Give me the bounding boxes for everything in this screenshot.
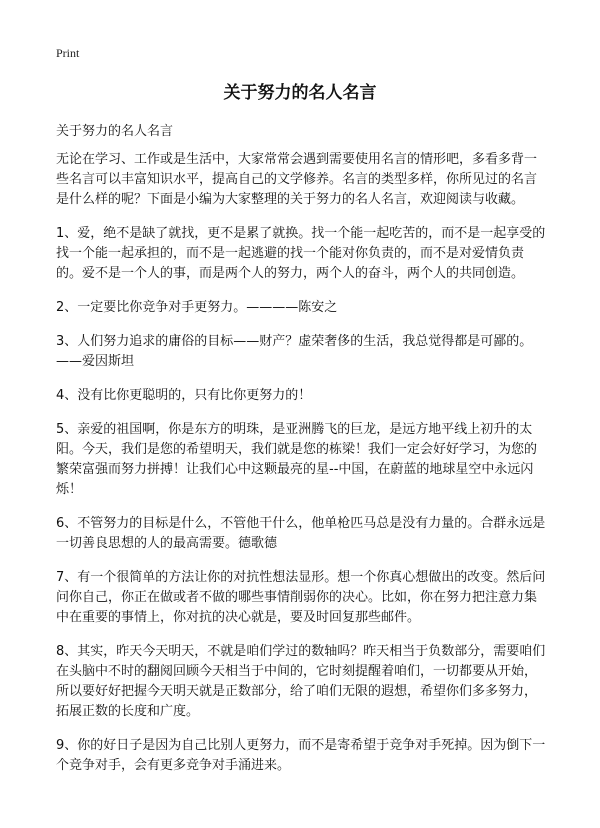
page-title: 关于努力的名人名言 (223, 83, 377, 103)
quote-5: 5、亲爱的祖国啊，你是东方的明珠，是亚洲腾飞的巨龙，是远方地平线上初升的太阳。今天，我们是您的希望明天，我们就是您的栋梁！我们一定会好好学习，为您的繁荣富强而努力拼搏！让我们心中这颗最亮的星--中国，在蔚蓝的地球星空中永远闪烁！ (56, 422, 538, 497)
quote-7: 7、有一个很简单的方法让你的对抗性想法显形。想一个你真心想做出的改变。然后问问你自己，你正在做或者不做的哪些事情削弱你的决心。比如，你在努力把注意力集中在重要的事情上，你对抗的决心就是，要及时回复那些邮件。 (56, 570, 546, 625)
quote-3: 3、人们努力追求的庸俗的目标——财产？虚荣奢侈的生活，我总觉得都是可鄙的。——爱因斯坦 (56, 334, 533, 369)
print-link[interactable]: Print (56, 46, 80, 60)
quote-8: 8、其实，昨天今天明天，不就是咱们学过的数轴吗？昨天相当于负数部分，需要咱们在头脑中不时的翻阅回顾今天相当于中间的，它时刻提醒着咱们，一切都要从开始，所以要好好把握今天明天就是正数部分，给了咱们无限的遐想，希望你们多多努力，拓展正数的长度和广度。 (56, 644, 546, 719)
quote-4: 4、没有比你更聪明的，只有比你更努力的！ (56, 388, 312, 403)
quote-1: 1、爱，绝不是缺了就找，更不是累了就换。找一个能一起吃苦的，而不是一起享受的找一个能一起承担的，而不是一起逃避的找一个能对你负责的，而不是对爱情负责的。爱不是一个人的事，而是两个人的努力，两个人的奋斗，两个人的共同创造。 (56, 226, 546, 281)
quote-9: 9、你的好日子是因为自己比别人更努力，而不是寄希望于竞争对手死掉。因为倒下一个竞争对手，会有更多竞争对手涌进来。 (56, 738, 546, 773)
article-subtitle: 关于努力的名人名言 (56, 124, 174, 139)
quote-6: 6、不管努力的目标是什么，不管他干什么，他单枪匹马总是没有力量的。合群永远是一切善良思想的人的最高需要。德歌德 (56, 516, 546, 551)
article-body (56, 150, 546, 790)
quote-2: 2、一定要比你竞争对手更努力。————陈安之 (56, 300, 338, 315)
intro-paragraph: 无论在学习、工作或是生活中，大家常常会遇到需要使用名言的情形吧，多看多背一些名言可以丰富知识水平，提高自己的文学修养。名言的类型多样，你所见过的名言是什么样的呢？下面是小编为大家整理的关于努力的名人名言，欢迎阅读与收藏。 (56, 152, 538, 207)
